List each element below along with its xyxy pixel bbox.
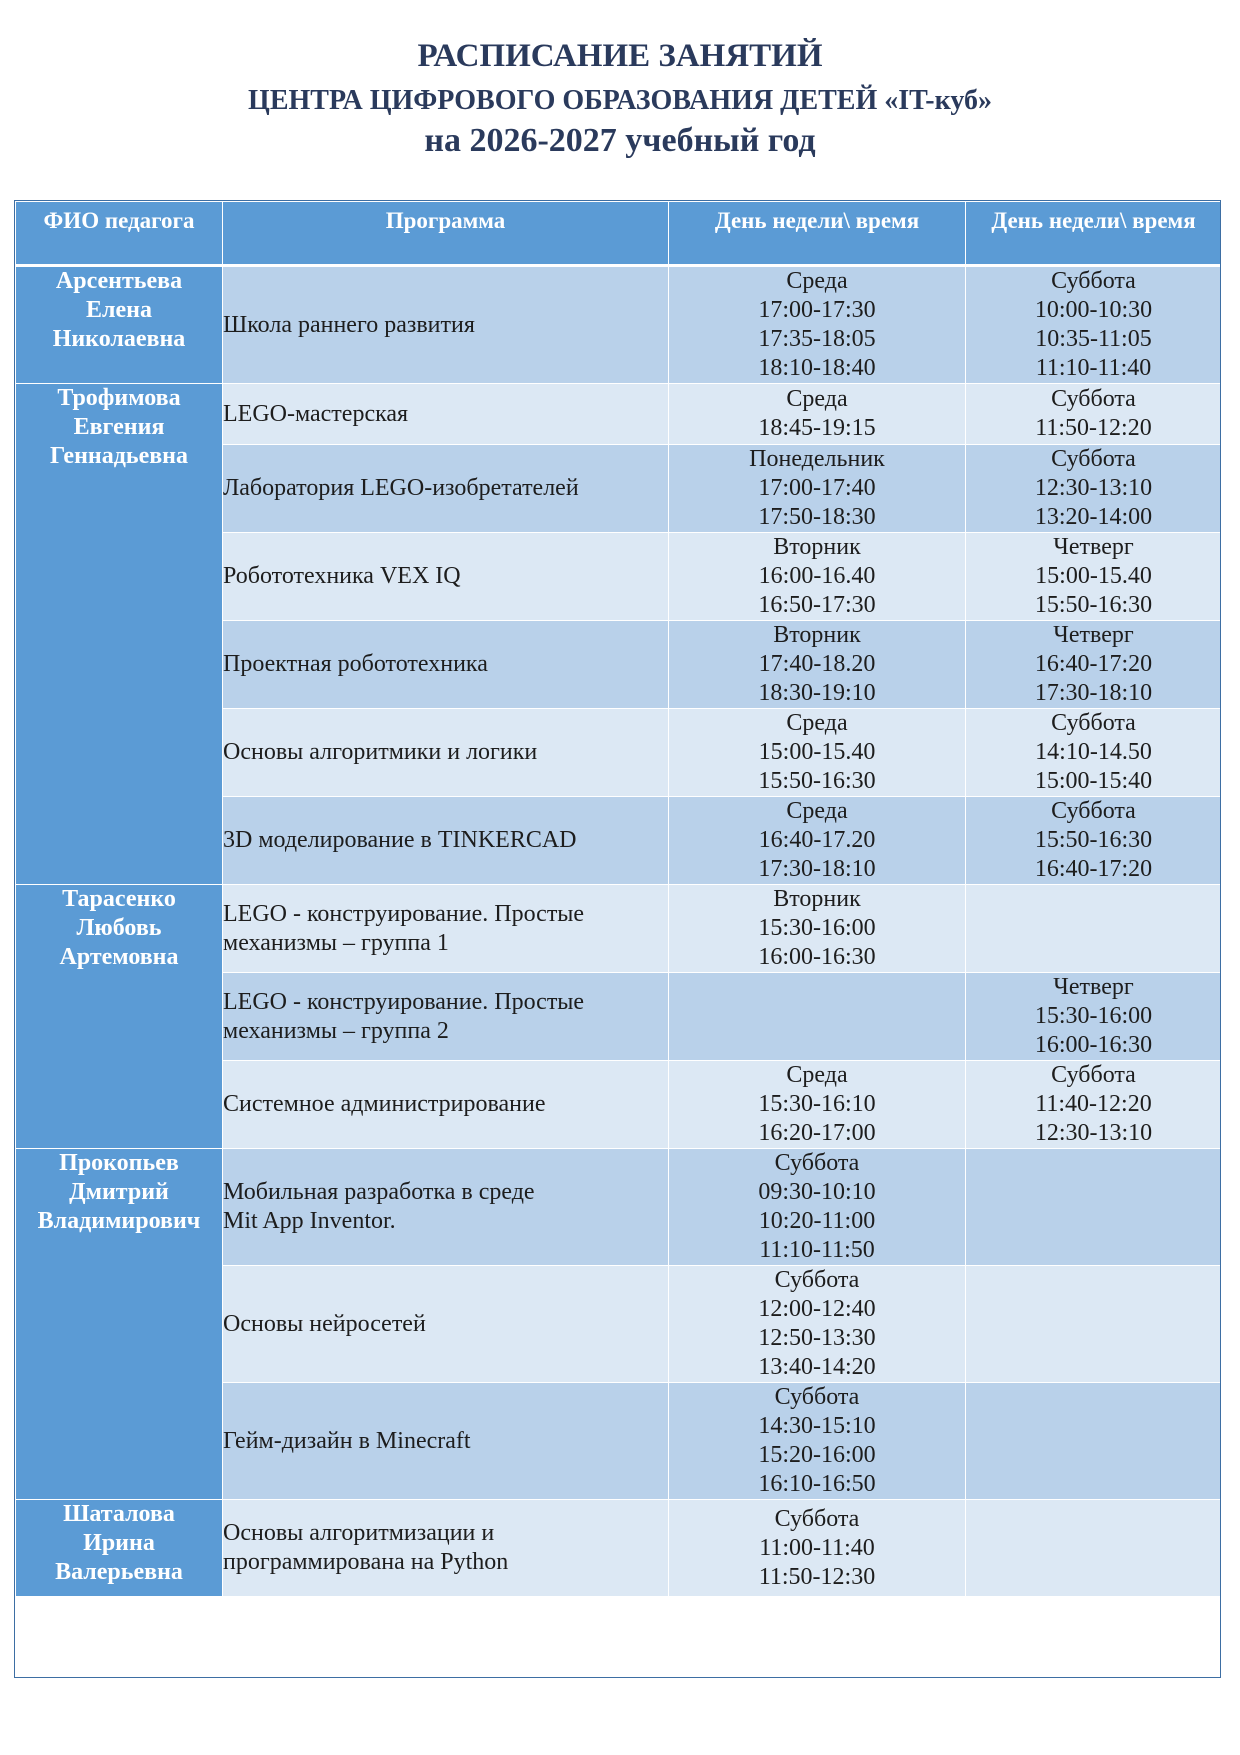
schedule-line: 16:20-17:00: [758, 1120, 876, 1146]
schedule-line: 16:00-16:30: [758, 944, 876, 970]
column-header-slot-2: День недели\ время: [966, 202, 1222, 266]
schedule-slot-1-cell: [669, 973, 966, 1061]
schedule-line: Среда: [786, 710, 848, 736]
schedule-line: 15:30-16:00: [758, 915, 876, 941]
program-name-line: Лаборатория LEGO-изобретателей: [223, 475, 579, 501]
program-name-line: LEGO-мастерская: [223, 400, 409, 427]
schedule-line: 18:45-19:15: [758, 415, 876, 441]
schedule-line: 12:00-12:40: [758, 1296, 876, 1322]
schedule-line: Среда: [786, 798, 848, 824]
teacher-name-line: Прокопьев: [59, 1150, 179, 1176]
schedule-line: Суббота: [774, 1267, 860, 1293]
schedule-line: 17:00-17:40: [758, 475, 876, 501]
schedule-slot-1-cell: [669, 445, 966, 533]
schedule-slot-2-cell: [966, 797, 1222, 885]
schedule-line: 14:30-15:10: [758, 1413, 876, 1439]
table-row: [16, 885, 1222, 973]
table-header-row: [16, 202, 1222, 266]
teacher-name-line: Николаевна: [52, 326, 186, 352]
program-name-line: Mit App Inventor.: [223, 1208, 396, 1234]
schedule-line: Суббота: [1051, 710, 1136, 736]
program-name-line: Основы алгоритмики и логики: [223, 739, 538, 765]
teacher-name-line: Геннадьевна: [49, 443, 189, 469]
column-header-slot-1: День недели\ время: [669, 202, 966, 266]
schedule-line: 17:35-18:05: [758, 326, 876, 352]
schedule-line: 15:30-16:00: [1034, 1003, 1153, 1029]
schedule-line: 11:10-11:50: [759, 1237, 875, 1263]
schedule-line: Вторник: [773, 534, 861, 560]
table-row: [16, 1500, 1222, 1597]
program-cell: [223, 709, 669, 797]
program-name-line: Системное администрирование: [223, 1091, 546, 1117]
schedule-line: Четверг: [1053, 534, 1134, 560]
schedule-line: 17:40-18.20: [758, 651, 876, 677]
schedule-slot-2-cell: [966, 1149, 1222, 1266]
schedule-slot-2-cell: [966, 621, 1222, 709]
schedule-line: 17:50-18:30: [758, 504, 876, 530]
schedule-slot-1-cell: [669, 885, 966, 973]
schedule-slot-2-cell: [966, 1383, 1222, 1500]
schedule-slot-1-cell: [669, 1266, 966, 1383]
schedule-body: [16, 266, 1222, 1597]
teacher-name-line: Ирина: [83, 1530, 155, 1556]
schedule-line: 13:20-14:00: [1034, 504, 1153, 530]
schedule-line: 09:30-10:10: [758, 1179, 876, 1205]
schedule-line: 11:40-12:20: [1035, 1091, 1152, 1117]
schedule-line: 10:00-10:30: [1034, 297, 1153, 323]
schedule-line: 16:50-17:30: [758, 592, 876, 618]
program-cell: [223, 973, 669, 1061]
program-name-line: LEGO - конструирование. Простые: [223, 900, 585, 927]
teacher-name-line: Артемовна: [59, 944, 179, 970]
schedule-line: 15:20-16:00: [758, 1442, 876, 1468]
teacher-name-line: Евгения: [73, 414, 165, 440]
table-row: [16, 266, 1222, 384]
schedule-slot-2-cell: [966, 384, 1222, 445]
schedule-line: 17:30-18:10: [1034, 680, 1153, 706]
table-row: [16, 384, 1222, 445]
schedule-slot-2-cell: [966, 266, 1222, 384]
teacher-name-line: Тарасенко: [62, 886, 176, 912]
teacher-name-cell: [16, 384, 223, 885]
teacher-name-cell: [16, 885, 223, 1149]
schedule-slot-1-cell: [669, 1500, 966, 1597]
schedule-line: 16:00-16:30: [1034, 1032, 1153, 1058]
teacher-name-line: Шаталова: [63, 1501, 175, 1527]
program-cell: [223, 533, 669, 621]
schedule-line: 11:00-11:40: [759, 1534, 875, 1561]
schedule-line: Суббота: [1051, 268, 1136, 294]
program-cell: [223, 445, 669, 533]
schedule-line: Среда: [786, 386, 848, 412]
schedule-slot-2-cell: [966, 533, 1222, 621]
title-line-1: РАСПИСАНИЕ ЗАНЯТИЙ: [417, 38, 823, 74]
schedule-line: 11:10-11:40: [1035, 355, 1152, 381]
schedule-line: Вторник: [773, 622, 861, 648]
schedule-table: [15, 201, 1222, 1597]
schedule-slot-1-cell: [669, 384, 966, 445]
title-line-2: ЦЕНТРА ЦИФРОВОГО ОБРАЗОВАНИЯ ДЕТЕЙ «IT-куб»: [248, 85, 992, 116]
schedule-line: 18:10-18:40: [758, 355, 876, 381]
teacher-name-cell: [16, 1149, 223, 1500]
schedule-line: Вторник: [773, 886, 861, 912]
schedule-line: Суббота: [1051, 386, 1136, 412]
program-name-line: механизмы – группа 1: [223, 929, 449, 956]
program-name-line: Основы алгоритмизации и: [223, 1520, 495, 1546]
schedule-slot-2-cell: [966, 1061, 1222, 1149]
schedule-line: 12:50-13:30: [758, 1325, 876, 1351]
schedule-line: Суббота: [774, 1505, 860, 1532]
program-cell: [223, 1500, 669, 1597]
schedule-slot-2-cell: [966, 1266, 1222, 1383]
program-name-line: LEGO - конструирование. Простые: [223, 988, 585, 1015]
program-cell: [223, 1383, 669, 1500]
program-cell: [223, 885, 669, 973]
schedule-line: Суббота: [774, 1384, 860, 1410]
schedule-line: Четверг: [1053, 974, 1134, 1000]
schedule-line: 15:50-16:30: [1034, 592, 1153, 618]
program-cell: [223, 1149, 669, 1266]
schedule-line: Четверг: [1053, 622, 1134, 648]
schedule-line: 16:00-16.40: [758, 563, 876, 589]
schedule-line: 16:40-17:20: [1034, 651, 1153, 677]
program-name-line: Основы нейросетей: [223, 1310, 426, 1337]
program-cell: [223, 266, 669, 384]
schedule-slot-2-cell: [966, 445, 1222, 533]
schedule-line: Суббота: [774, 1150, 860, 1176]
teacher-name-line: Дмитрий: [69, 1179, 169, 1205]
schedule-line: Понедельник: [749, 446, 885, 472]
schedule-line: 18:30-19:10: [758, 680, 876, 706]
schedule-slot-1-cell: [669, 533, 966, 621]
teacher-name-cell: [16, 266, 223, 384]
schedule-line: 17:00-17:30: [758, 297, 876, 323]
teacher-name-cell: [16, 1500, 223, 1597]
schedule-line: Суббота: [1051, 798, 1136, 824]
schedule-line: 13:40-14:20: [758, 1354, 876, 1380]
schedule-line: 10:20-11:00: [758, 1208, 876, 1234]
schedule-line: 15:00-15:40: [1034, 768, 1153, 794]
schedule-line: 16:40-17:20: [1034, 856, 1153, 882]
schedule-line: 10:35-11:05: [1035, 326, 1152, 352]
program-name-line: Робототехника VEX IQ: [223, 563, 461, 589]
program-name-line: Мобильная разработка в среде: [223, 1179, 535, 1205]
schedule-line: 15:30-16:10: [758, 1091, 876, 1117]
schedule-line: Среда: [786, 268, 848, 294]
schedule-line: 15:50-16:30: [758, 768, 876, 794]
program-cell: [223, 797, 669, 885]
schedule-slot-1-cell: [669, 1383, 966, 1500]
schedule-slot-1-cell: [669, 797, 966, 885]
schedule-slot-1-cell: [669, 621, 966, 709]
program-name-line: программирована на Python: [223, 1549, 509, 1575]
program-name-line: Проектная робототехника: [223, 651, 488, 677]
schedule-line: Среда: [786, 1062, 848, 1088]
schedule-slot-2-cell: [966, 709, 1222, 797]
program-name-line: Гейм-дизайн в Minecraft: [223, 1427, 471, 1454]
schedule-line: 11:50-12:30: [758, 1563, 876, 1590]
title-line-3: на 2026-2027 учебный год: [424, 122, 816, 159]
schedule-line: 11:50-12:20: [1035, 415, 1152, 441]
program-cell: [223, 621, 669, 709]
program-cell: [223, 384, 669, 445]
teacher-name-line: Трофимова: [57, 385, 181, 411]
schedule-line: 15:50-16:30: [1034, 827, 1153, 853]
schedule-slot-1-cell: [669, 1061, 966, 1149]
teacher-name-line: Владимирович: [37, 1208, 201, 1234]
schedule-slot-1-cell: [669, 709, 966, 797]
program-name-line: 3D моделирование в TINKERCAD: [223, 827, 577, 853]
teacher-name-line: Любовь: [76, 915, 162, 941]
schedule-line: 15:00-15.40: [758, 739, 876, 765]
schedule-slot-2-cell: [966, 973, 1222, 1061]
schedule-slot-1-cell: [669, 1149, 966, 1266]
program-name-line: Школа раннего развития: [223, 311, 475, 338]
teacher-name-line: Арсентьева: [55, 268, 183, 294]
schedule-line: Суббота: [1051, 1062, 1136, 1088]
program-name-line: механизмы – группа 2: [223, 1017, 449, 1044]
teacher-name-line: Елена: [86, 297, 152, 323]
schedule-line: Суббота: [1051, 446, 1136, 472]
schedule-line: 17:30-18:10: [758, 856, 876, 882]
schedule-line: 16:10-16:50: [758, 1471, 876, 1497]
schedule-line: 14:10-14.50: [1035, 739, 1152, 765]
table-row: [16, 1149, 1222, 1266]
program-cell: [223, 1266, 669, 1383]
schedule-line: 12:30-13:10: [1034, 475, 1153, 501]
column-header-teacher: ФИО педагога: [16, 202, 223, 266]
schedule-line: 15:00-15.40: [1035, 563, 1152, 589]
program-cell: [223, 1061, 669, 1149]
schedule-slot-2-cell: [966, 1500, 1222, 1597]
teacher-name-line: Валерьевна: [55, 1559, 183, 1585]
schedule-line: 12:30-13:10: [1034, 1120, 1153, 1146]
schedule-slot-1-cell: [669, 266, 966, 384]
column-header-program: Программа: [223, 202, 669, 266]
schedule-slot-2-cell: [966, 885, 1222, 973]
schedule-line: 16:40-17.20: [758, 827, 876, 853]
